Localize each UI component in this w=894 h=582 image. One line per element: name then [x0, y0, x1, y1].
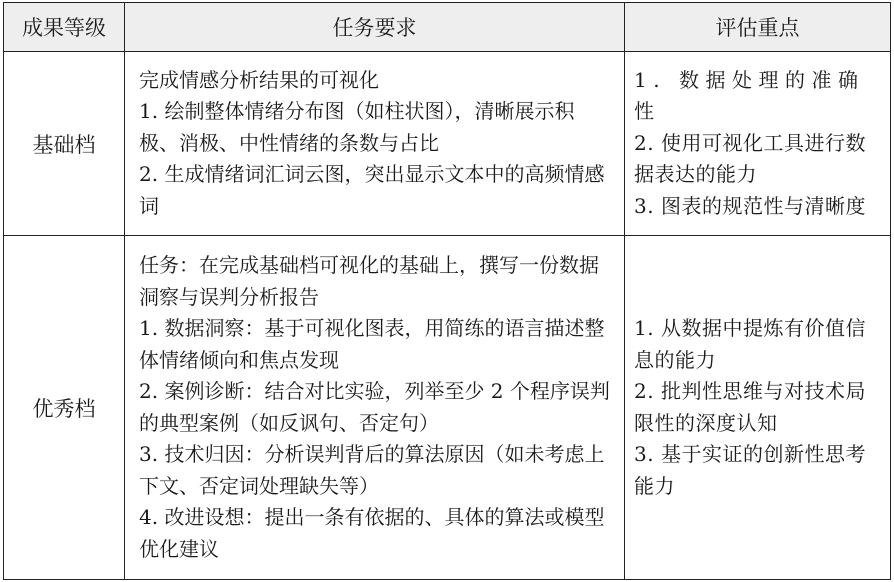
- level-cell-basic: 基础档: [4, 52, 125, 236]
- focus-line: 2. 使用可视化工具进行数据表达的能力: [634, 130, 866, 187]
- level-cell-excellent: 优秀档: [4, 236, 125, 580]
- header-row: [4, 3, 891, 52]
- focus-cell-basic: [625, 52, 891, 236]
- task-cell-basic: [125, 52, 625, 236]
- header-focus: 评估重点: [625, 3, 891, 52]
- focus-line: 1. 数据处理的准确性: [634, 67, 865, 124]
- assessment-table: [3, 2, 891, 580]
- focus-line: 3. 图表的规范性与清晰度: [634, 193, 866, 218]
- task-line: 2. 生成情绪词汇词云图，突出显示文本中的高频情感词: [139, 162, 605, 218]
- header-task: 任务要求: [125, 3, 625, 52]
- task-line: 1. 绘制整体情绪分布图（如柱状图），清晰展示积极、消极、中性情绪的条数与占比: [139, 99, 575, 155]
- header-level: 成果等级: [4, 3, 125, 52]
- table-row-basic: [4, 52, 891, 236]
- task-line: 完成情感分析结果的可视化: [139, 67, 379, 92]
- task-line: 4. 改进设想：提出一条有依据的、具体的算法或模型优化建议: [139, 505, 605, 561]
- task-line: 3. 技术归因：分析误判背后的算法原因（如未考虑上下文、否定词处理缺失等）: [139, 442, 605, 498]
- focus-line: 1. 从数据中提炼有价值信息的能力: [634, 316, 866, 372]
- focus-line: 2. 批判性思维与对技术局限性的深度认知: [634, 379, 866, 435]
- task-cell-excellent: [125, 236, 625, 580]
- task-line: 任务：在完成基础档可视化的基础上，撰写一份数据洞察与误判分析报告: [139, 253, 599, 309]
- focus-line: 3. 基于实证的创新性思考能力: [634, 442, 866, 498]
- focus-cell-excellent: [625, 236, 891, 580]
- task-line: 2. 案例诊断：结合对比实验，列举至少 2 个程序误判的典型案例（如反讽句、否定句）: [139, 379, 610, 435]
- task-line: 1. 数据洞察：基于可视化图表，用简练的语言描述整体情绪倾向和焦点发现: [139, 316, 605, 372]
- table-row-excellent: [4, 236, 891, 580]
